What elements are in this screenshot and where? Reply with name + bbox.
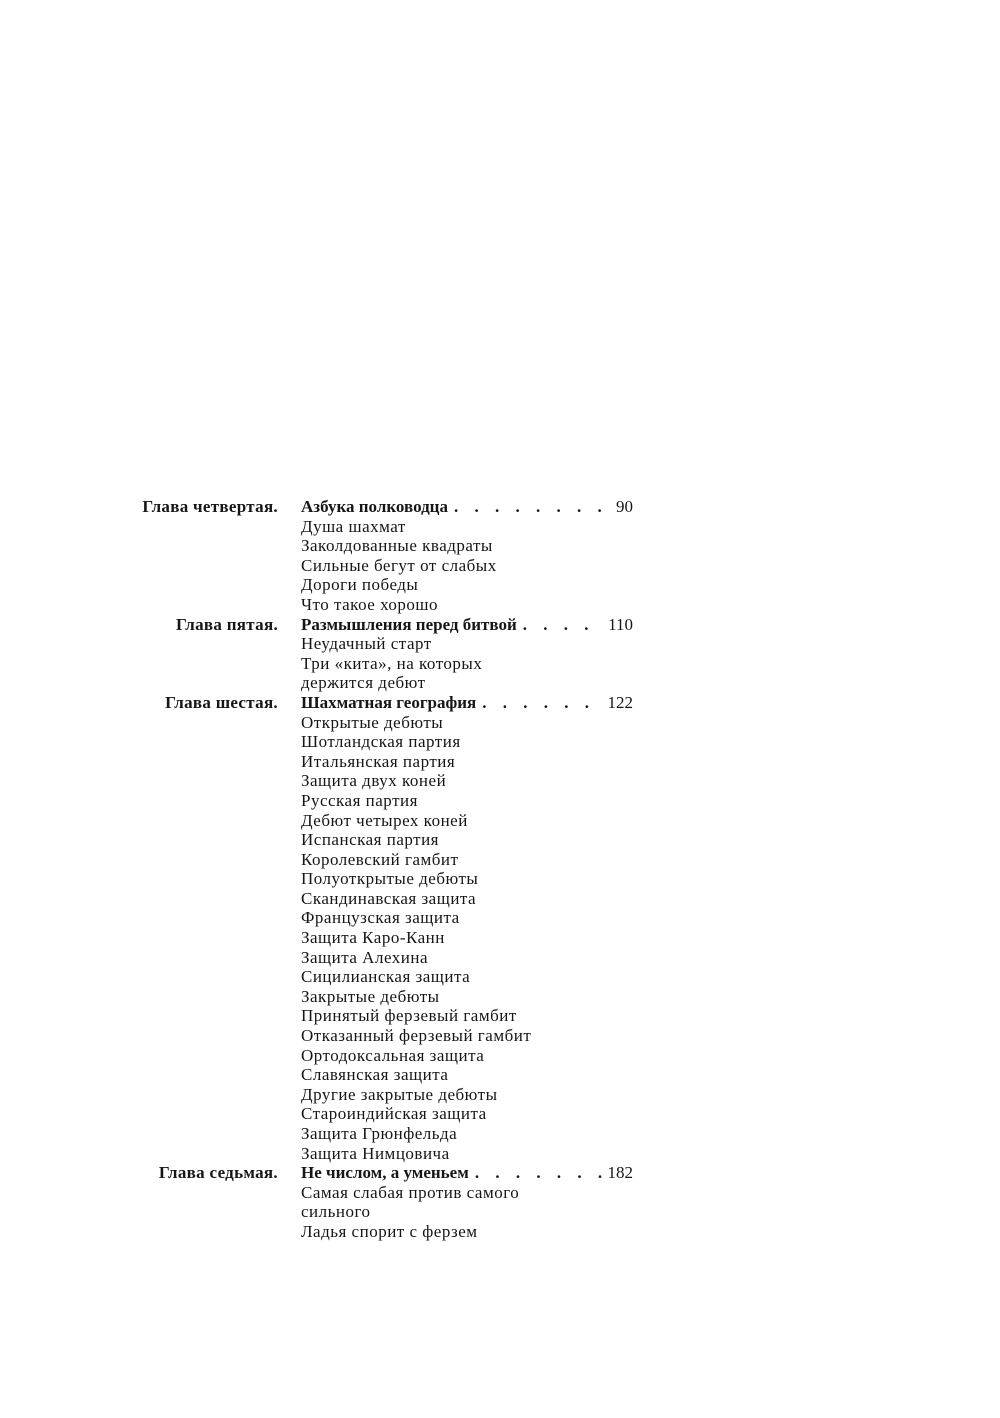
section-title: Староиндийская защита (301, 1104, 487, 1124)
section-item[interactable] (0, 1124, 1000, 1144)
chapter-title-line[interactable] (301, 1163, 633, 1183)
table-of-contents (0, 497, 1000, 1242)
section-item[interactable] (0, 595, 1000, 615)
section-title: Скандинавская защита (301, 888, 477, 908)
section-title: Отказанный ферзевый гамбит (301, 1026, 532, 1046)
section-title: Славянская защита (301, 1065, 449, 1085)
chapter-title: Азбука полководца (301, 497, 448, 516)
section-item[interactable] (0, 967, 1000, 987)
section-title: Закрытые дебюты (301, 986, 440, 1006)
section-title: Защита Алехина (301, 947, 429, 967)
page-number: 90 (616, 497, 633, 516)
section-title: Испанская партия (301, 830, 439, 850)
section-item[interactable] (0, 830, 1000, 850)
section-title: держится дебют (301, 673, 426, 693)
section-item[interactable] (0, 673, 1000, 693)
section-item[interactable] (0, 1046, 1000, 1066)
section-title: Королевский гамбит (301, 849, 459, 869)
section-item[interactable] (0, 1065, 1000, 1085)
section-item[interactable] (0, 1006, 1000, 1026)
section-item[interactable] (0, 850, 1000, 870)
section-title: сильного (301, 1202, 371, 1222)
chapter-title-line[interactable] (301, 497, 633, 517)
section-title: Ортодоксальная защита (301, 1045, 485, 1065)
section-title: Сицилианская защита (301, 967, 471, 987)
section-title: Три «кита», на которых (301, 653, 483, 673)
section-title: Дебют четырех коней (301, 810, 468, 830)
chapter-label: Глава четвертая. (142, 497, 278, 516)
section-item[interactable] (0, 556, 1000, 576)
section-title: Душа шахмат (301, 516, 406, 536)
section-item[interactable] (0, 987, 1000, 1007)
chapter-title: Шахматная география (301, 692, 477, 712)
section-item[interactable] (0, 634, 1000, 654)
chapter-entry (0, 1163, 1000, 1241)
section-title: Защита двух коней (301, 771, 447, 791)
section-title: Что такое хорошо (301, 594, 439, 614)
section-item[interactable] (0, 928, 1000, 948)
section-item[interactable] (0, 517, 1000, 537)
section-title: Итальянская партия (301, 751, 456, 771)
section-title: Ладья спорит с ферзем (301, 1221, 478, 1241)
section-item[interactable] (0, 713, 1000, 733)
chapter-title-line[interactable] (301, 615, 633, 635)
section-item[interactable] (0, 575, 1000, 595)
section-item[interactable] (0, 1026, 1000, 1046)
dot-leader (482, 693, 601, 713)
section-title: Самая слабая против самого (301, 1182, 520, 1202)
chapter-title-line[interactable] (301, 693, 633, 713)
dot-leader (454, 497, 610, 517)
section-item[interactable] (0, 889, 1000, 909)
section-item[interactable] (0, 1104, 1000, 1124)
section-item[interactable] (0, 1222, 1000, 1242)
section-item[interactable] (0, 791, 1000, 811)
page-number: 182 (607, 1163, 633, 1183)
section-item[interactable] (0, 1085, 1000, 1105)
chapter-entry (0, 615, 1000, 693)
section-item[interactable] (0, 771, 1000, 791)
chapter-title: Размышления перед битвой (301, 614, 517, 634)
section-title: Защита Грюнфельда (301, 1124, 458, 1143)
chapter-label: Глава седьмая. (158, 1163, 278, 1183)
chapter-entry (0, 497, 1000, 615)
chapter-heading-row (0, 693, 1000, 713)
section-item[interactable] (0, 869, 1000, 889)
section-title: Заколдованные квадраты (301, 536, 493, 556)
page-number: 122 (607, 692, 633, 712)
dot-leader (475, 1163, 602, 1183)
page-number: 110 (608, 614, 633, 634)
chapter-heading-row (0, 1163, 1000, 1183)
section-title: Другие закрытые дебюты (301, 1084, 498, 1104)
section-item[interactable] (0, 1202, 1000, 1222)
section-title: Русская партия (301, 790, 418, 810)
section-item[interactable] (0, 1144, 1000, 1164)
chapter-heading-row (0, 615, 1000, 635)
section-title: Открытые дебюты (301, 712, 444, 732)
section-item[interactable] (0, 811, 1000, 831)
section-item[interactable] (0, 654, 1000, 674)
chapter-entry (0, 693, 1000, 1163)
section-item[interactable] (0, 536, 1000, 556)
chapter-title: Не числом, а уменьем (301, 1163, 469, 1183)
section-title: Французская защита (301, 908, 460, 928)
section-title: Защита Нимцовича (301, 1143, 450, 1163)
section-item[interactable] (0, 732, 1000, 752)
section-item[interactable] (0, 948, 1000, 968)
section-title: Защита Каро-Канн (301, 928, 445, 948)
section-title: Дороги победы (301, 575, 419, 595)
section-title: Полуоткрытые дебюты (301, 869, 479, 889)
chapter-label: Глава пятая. (176, 614, 278, 634)
section-title: Принятый ферзевый гамбит (301, 1006, 517, 1026)
dot-leader (523, 615, 602, 635)
section-item[interactable] (0, 752, 1000, 772)
section-title: Неудачный старт (301, 634, 432, 654)
chapter-heading-row (0, 497, 1000, 517)
chapter-label: Глава шестая. (165, 692, 278, 712)
section-item[interactable] (0, 1183, 1000, 1203)
section-title: Шотландская партия (301, 732, 461, 752)
section-title: Сильные бегут от слабых (301, 555, 497, 575)
section-item[interactable] (0, 908, 1000, 928)
